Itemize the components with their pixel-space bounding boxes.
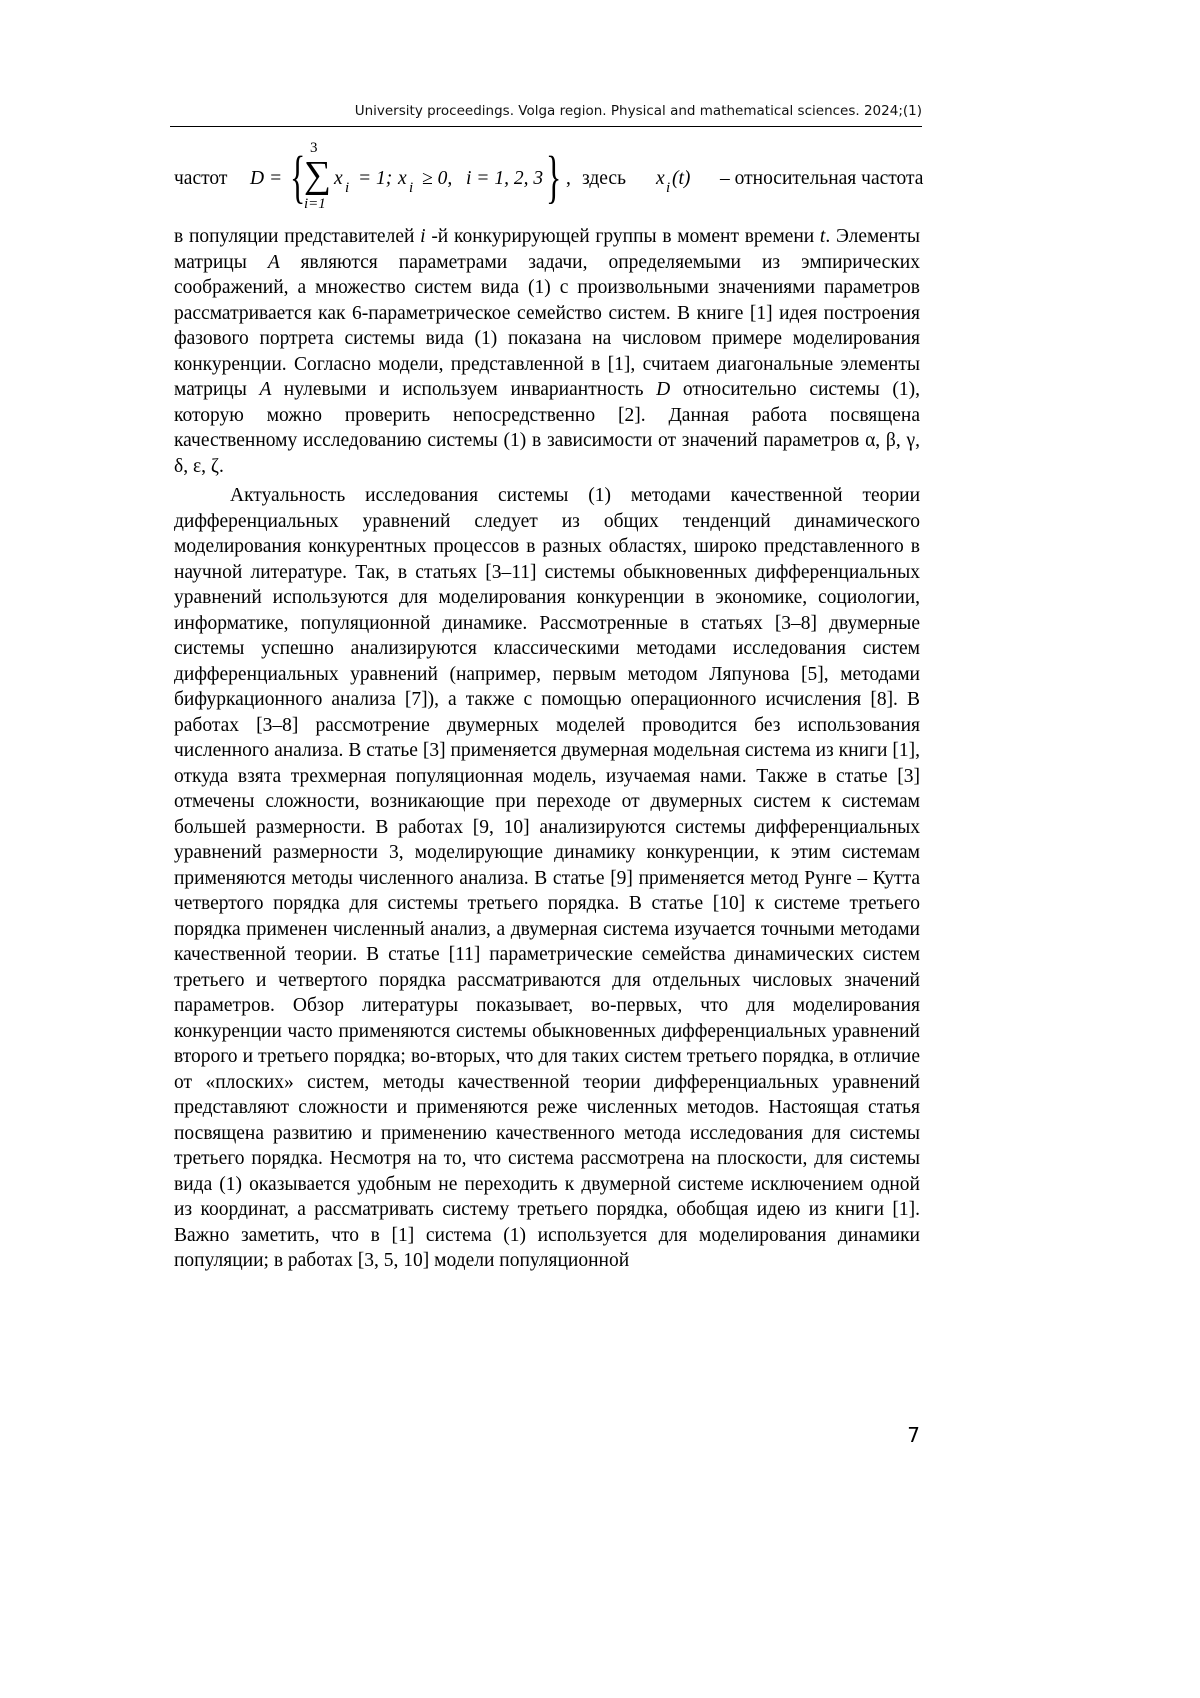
xi-t-argument: (t): [672, 168, 691, 189]
para1-text-g: .: [218, 455, 224, 477]
para1-text-f: относительно системы (1), которую можно проверить непосредственно [2]. Данная работа посвящена качественному исследованию системы (1) в зависимости от значений параметров: [174, 379, 920, 451]
right-brace: }: [546, 144, 562, 209]
left-brace: {: [290, 144, 306, 209]
sum-lower-limit: i=1: [304, 196, 326, 212]
header-rule: [170, 126, 922, 127]
paragraph-2: Актуальность исследования системы (1) методами качественной теории дифференциальных уравнений следует из общих тенденций динамического моделирования конкурентных процессов в разных областях, широко представленного в научной литературе. Так, в статьях [3–11] системы обыкновенных дифференциальных уравнений используются для моделирования конкуренции в экономике, социологии, информатике, популяционной динамике. Рассмотренные в статьях [3–8] двумерные системы успешно анализируются классическими методами исследования систем дифференциальных уравнений (например, первым методом Ляпунова [5], методами бифуркационного анализа [7]), а также с помощью операционного исчисления [8]. В работах [3–8] рассмотрение двумерных моделей проводится без использования численного анализа. В статье [3] применяется двумерная модельная система из книги [1], откуда взята трехмерная популяционная модель, изучаемая нами. Также в статье [3] отмечены сложности, возникающие при переходе от двумерных систем к системам большей размерности. В работах [9, 10] анализируются системы дифференциальных уравнений размерности 3, моделирующие динамику конкуренции, к этим системам применяются методы численного анализа. В статье [9] применяется метод Рунге – Кутта четвертого порядка для системы третьего порядка. В статье [10] к системе третьего порядка применен численный анализ, а двумерная система изучается точными методами качественной теории. В статье [11] параметрические семейства динамических систем третьего и четвертого порядка рассматриваются для отдельных числовых значений параметров. Обзор литературы показывает, во-первых, что для моделирования конкуренции часто применяются системы обыкновенных дифференциальных уравнений второго и третьего порядка; во-вторых, что для таких систем третьего порядка, в отличие от «плоских» систем, методы качественной теории дифференциальных уравнений представляют сложности и применяются реже численных методов. Настоящая статья посвящена развитию и применению качественного метода исследования для системы третьего порядка. Несмотря на то, что система рассмотрена на плоскости, для системы вида (1) оказывается удобным не переходить к двумерной системе исключением одной из координат, а рассматривать систему третьего порядка, обобщая идею из книги [1]. Важно заметить, что в [1] система (1) используется для моделирования динамики популяции; в работах [3, 5, 10] модели популяционной: [174, 485, 920, 1271]
formula-lhs: D =: [250, 168, 283, 189]
variable-A: A: [246, 379, 284, 400]
relative-frequency-text: – относительная частота: [720, 168, 924, 189]
paragraph-1: [174, 224, 920, 479]
parameter-list: α, β, γ, δ, ε, ζ: [174, 430, 920, 477]
para1-text-e: нулевыми и используем инвариантность: [283, 379, 644, 400]
article-body: [174, 140, 924, 1274]
xi-t: x: [656, 168, 665, 189]
equals-one: = 1;: [358, 168, 393, 189]
formula-lead-word: частот: [174, 168, 228, 189]
formula-line: [174, 140, 924, 224]
para1-text-c: . Элементы матрицы: [174, 226, 921, 273]
para1-text-a: в популяции представителей: [174, 226, 415, 247]
para1-text-b: -й конкурирующей группы в момент времени: [431, 226, 815, 247]
variable-t: t: [814, 226, 826, 247]
xi-t-subscript: i: [666, 180, 671, 196]
formula-comma: ,: [566, 168, 571, 189]
x-ge: x: [398, 168, 407, 189]
index-set: i = 1, 2, 3: [466, 168, 544, 189]
sum-body: x: [334, 168, 343, 189]
variable-i: i: [414, 226, 432, 247]
x-ge-subscript: i: [409, 180, 414, 196]
page-number: 7: [907, 1423, 920, 1447]
sum-sign: ∑: [304, 154, 332, 196]
running-header: University proceedings. Volga region. Physical and mathematical sciences. 2024;(1): [354, 103, 922, 119]
ge-zero: ≥ 0,: [422, 168, 453, 189]
sum-upper-limit: 3: [310, 140, 318, 156]
variable-D: D: [643, 379, 683, 400]
para1-text-d: являются параметрами задачи, определяемыми из эмпирических соображений, а множество систем вида (1) с произвольными значениями параметров рассматривается как 6-параметрическое семейство систем. В книге [1] идея построения фазового портрета системы вида (1) показана на числовом примере моделирования конкуренции. Согласно модели, представленной в [1], считаем диагональные элементы матрицы: [174, 251, 920, 400]
variable-A: A: [246, 251, 301, 273]
word-here: здесь: [582, 168, 626, 189]
sum-body-subscript: i: [345, 180, 350, 196]
